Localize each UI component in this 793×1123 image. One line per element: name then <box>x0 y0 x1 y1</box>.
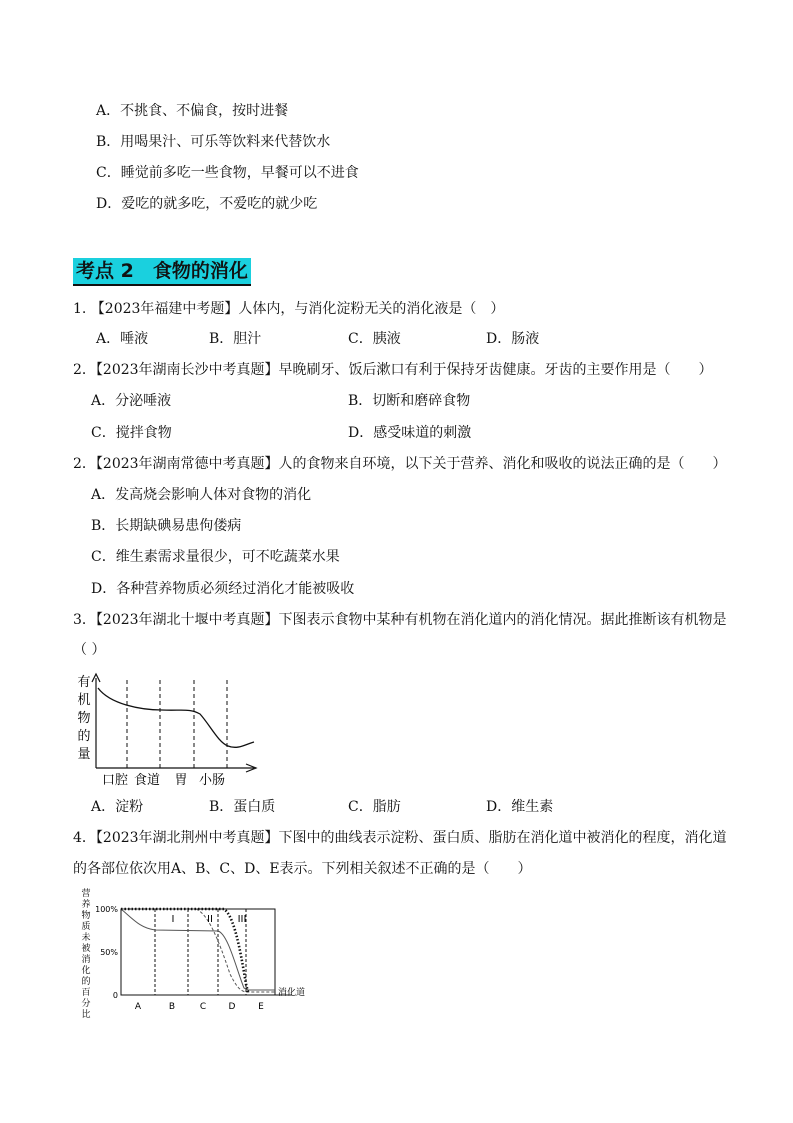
q4-y-label-char: 未 <box>81 933 91 943</box>
q2b-option-d: D．各种营养物质必须经过消化才能被吸收 <box>91 581 355 597</box>
q3-y-label <box>77 675 90 762</box>
q3-x-label: 口腔 <box>101 773 129 788</box>
q3-x-label: 小肠 <box>198 773 226 788</box>
q4-y-label-char: 被 <box>81 944 91 954</box>
q2a-stem: 2．【2023年湖南长沙中考真题】早晚刷牙、饭后漱口有利于保持牙齿健康。牙齿的主要作用是（ ） <box>73 362 713 378</box>
q2b-option-b: B．长期缺碘易患佝偻病 <box>91 518 242 534</box>
q4-y-label-char: 分 <box>81 999 91 1009</box>
q4-digestion-percent-figure <box>78 888 318 1028</box>
q1-option-c: C．胰液 <box>348 331 401 347</box>
q3-x-label: 食道 <box>133 773 161 788</box>
q1-stem: 1. 【2023年福建中考题】人体内，与消化淀粉无关的消化液是（ ） <box>73 301 505 317</box>
q3-y-label-char: 的 <box>77 729 91 744</box>
q4-y-label-char: 百 <box>81 988 91 998</box>
q2a-option-d: D．感受味道的刺激 <box>348 425 472 441</box>
q3-digestion-curve-figure <box>70 670 270 788</box>
q4-y-label-char: 质 <box>81 922 91 932</box>
q4-curve-label: III <box>237 914 247 925</box>
q4-x-label: E <box>258 1002 264 1012</box>
q4-x-label: B <box>168 1002 176 1012</box>
q1-option-b: B．胆汁 <box>209 331 262 347</box>
q2a-option-c: C．搅拌食物 <box>91 425 172 441</box>
q2b-option-c: C．维生素需求量很少，可不吃蔬菜水果 <box>91 549 340 565</box>
q4-plot-frame <box>121 909 275 995</box>
q3-y-label-char: 机 <box>77 693 91 708</box>
q4-x-label: D <box>228 1002 236 1012</box>
q4-stem-line1: 4．【2023年湖北荆州中考真题】下图中的曲线表示淀粉、蛋白质、脂肪在消化道中被消化的程度，消化道 <box>73 830 727 846</box>
q2b-option-a: A．发高烧会影响人体对食物的消化 <box>91 487 312 503</box>
q4-curve-2 <box>121 909 275 992</box>
q3-y-label-char: 有 <box>77 675 91 690</box>
q4-x-axis-label: 消化道 <box>278 988 306 998</box>
prev-option-d: D．爱吃的就多吃，不爱吃的就少吃 <box>96 196 318 212</box>
q4-curve-label: I <box>171 914 175 925</box>
q1-option-d: D．肠液 <box>486 331 540 347</box>
q4-y-label-char: 的 <box>81 977 91 987</box>
q1-option-a: A．唾液 <box>96 331 149 347</box>
q4-y-label-char: 比 <box>81 1010 91 1020</box>
q4-y-label-char: 消 <box>81 955 91 965</box>
q4-y-label-char: 化 <box>81 966 91 976</box>
q3-x-label: 胃 <box>174 773 188 788</box>
q4-y-label-char: 物 <box>81 911 91 921</box>
q4-y-label-char: 营 <box>81 889 91 899</box>
q3-curve <box>98 688 254 747</box>
q4-y-tick: 50% <box>100 948 118 957</box>
q4-y-label <box>81 888 90 1020</box>
q4-y-tick: 100% <box>95 905 118 914</box>
q4-curve-3 <box>121 909 248 992</box>
q2b-stem: 2．【2023年湖南常德中考真题】人的食物来自环境，以下关于营养、消化和吸收的说法正确的是（ ） <box>73 456 727 472</box>
q3-option-c: C．脂肪 <box>348 799 401 815</box>
q3-y-label-char: 量 <box>77 747 91 762</box>
q3-stem-line1: 3．【2023年湖北十堰中考真题】下图表示食物中某种有机物在消化道内的消化情况。据此推断该有机物是 <box>73 612 727 628</box>
q3-y-label-char: 物 <box>77 711 91 726</box>
prev-option-a: A．不挑食、不偏食，按时进餐 <box>96 103 289 119</box>
q3-option-b: B．蛋白质 <box>209 799 276 815</box>
q4-y-label-char: 养 <box>81 900 91 910</box>
q3-option-a: A．淀粉 <box>91 799 144 815</box>
q2a-option-b: B．切断和磨碎食物 <box>348 393 471 409</box>
q4-curve-label: II <box>207 914 213 925</box>
q3-option-d: D．维生素 <box>486 799 554 815</box>
q4-x-label: A <box>134 1002 142 1012</box>
q4-stem-line2: 的各部位依次用A、B、C、D、E表示。下列相关叙述不正确的是（ ） <box>73 861 532 877</box>
q3-stem-line2: （ ） <box>73 642 106 658</box>
section-title: 考点 2 食物的消化 <box>73 258 251 286</box>
prev-option-c: C．睡觉前多吃一些食物，早餐可以不进食 <box>96 165 359 181</box>
prev-option-b: B．用喝果汁、可乐等饮料来代替饮水 <box>96 134 331 150</box>
q4-curve-1 <box>121 909 275 990</box>
q2a-option-a: A．分泌唾液 <box>91 393 172 409</box>
q4-x-label: C <box>199 1002 207 1012</box>
q4-y-tick: 0 <box>112 991 118 1000</box>
